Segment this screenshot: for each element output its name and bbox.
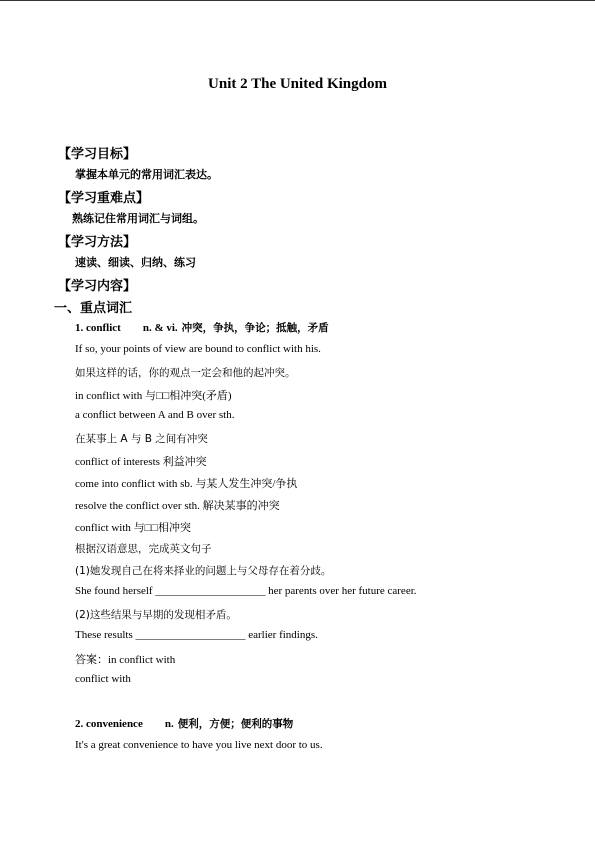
- word-entry-convenience-header: [75, 716, 293, 731]
- example-line: It's a great convenience to have you live next door to us.: [75, 739, 323, 751]
- section-body-key-points: 熟练记住常用词汇与词组。: [72, 212, 204, 225]
- exercise-sentence: These results ____________________ earlier findings.: [75, 629, 318, 641]
- word-entry-conflict-header: [75, 320, 329, 335]
- document-title: Unit 2 The United Kingdom: [208, 76, 387, 92]
- example-line: resolve the conflict over sth. 解决某事的冲突: [75, 500, 280, 512]
- exercise-prompt: (1)她发现自己在将来择业的问题上与父母存在着分歧。: [75, 565, 332, 577]
- exercise-sentence: She found herself ____________________ her parents over her future career.: [75, 585, 417, 597]
- exercise-prompt: (2)这些结果与早期的发现相矛盾。: [75, 609, 237, 621]
- section-body-methods: 速读、细读、归纳、练习: [75, 256, 196, 269]
- section-heading-methods: 【学习方法】: [58, 235, 137, 250]
- example-line: conflict of interests 利益冲突: [75, 456, 207, 468]
- answer-line: conflict with: [75, 673, 131, 685]
- word-meaning: 冲突，争执，争论；抵触，矛盾: [181, 322, 329, 334]
- main-heading-vocabulary: 一、重点词汇: [54, 301, 133, 316]
- word-pos: n.: [164, 718, 174, 730]
- section-heading-content: 【学习内容】: [58, 279, 137, 294]
- section-body-objectives: 掌握本单元的常用词汇表达。: [75, 168, 218, 181]
- section-heading-objectives: 【学习目标】: [58, 147, 137, 162]
- section-heading-key-points: 【学习重难点】: [58, 191, 150, 206]
- example-line: If so, your points of view are bound to conflict with his.: [75, 343, 321, 355]
- answer-line: 答案：in conflict with: [75, 654, 176, 666]
- top-border-rule: [0, 0, 595, 1]
- example-line: 如果这样的话，你的观点一定会和他的起冲突。: [75, 367, 296, 379]
- example-line: in conflict with 与□□相冲突(矛盾): [75, 390, 232, 402]
- example-line: come into conflict with sb. 与某人发生冲突/争执: [75, 478, 298, 490]
- word-pos: n. & vi.: [142, 322, 178, 334]
- example-line: conflict with 与□□相冲突: [75, 522, 191, 534]
- example-line: a conflict between A and B over sth.: [75, 409, 235, 421]
- word-term: 1. conflict: [75, 322, 121, 334]
- word-term: 2. convenience: [75, 718, 143, 730]
- word-meaning: 便利，方便；便利的事物: [177, 718, 294, 730]
- example-line: 在某事上 A 与 B 之间有冲突: [75, 433, 208, 445]
- exercise-instruction: 根据汉语意思，完成英文句子: [75, 543, 212, 555]
